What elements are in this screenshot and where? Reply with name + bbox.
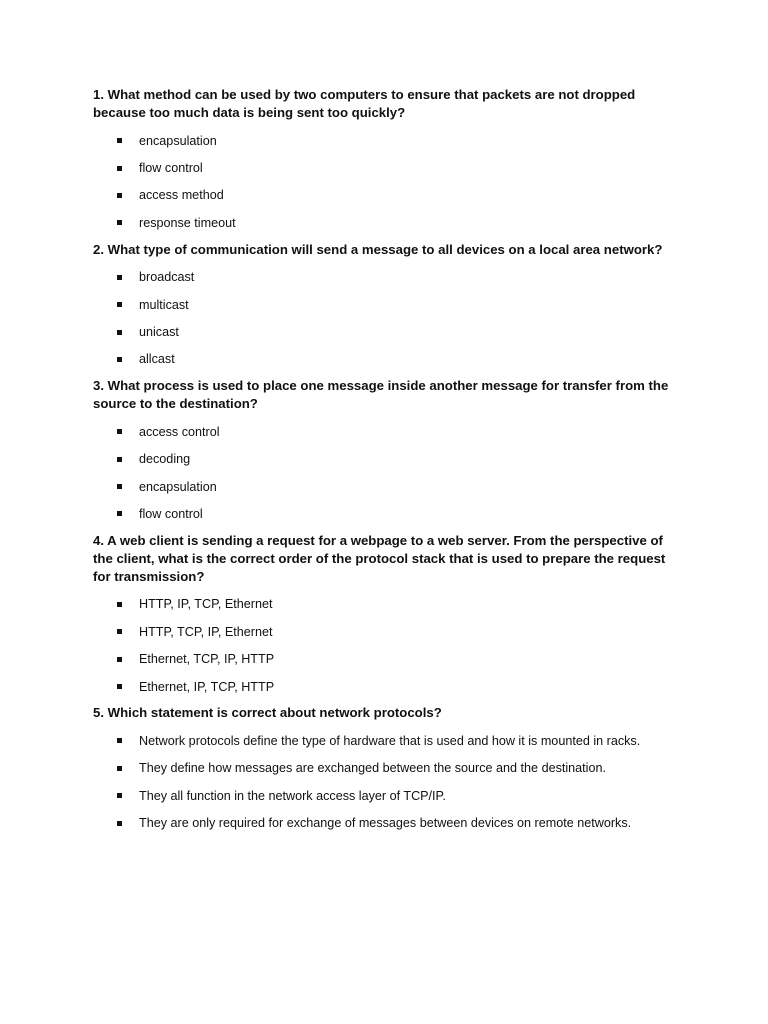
answer-option-text: decoding xyxy=(139,452,191,467)
answer-option xyxy=(93,154,683,181)
answer-options xyxy=(93,591,683,701)
square-bullet-icon xyxy=(117,429,122,434)
square-bullet-icon xyxy=(117,821,122,826)
answer-option-text: They define how messages are exchanged between the source and the destination. xyxy=(139,761,606,776)
answer-option xyxy=(93,782,683,809)
square-bullet-icon xyxy=(117,629,122,634)
square-bullet-icon xyxy=(117,138,122,143)
square-bullet-icon xyxy=(117,357,122,362)
question-block xyxy=(93,532,683,701)
answer-option-text: multicast xyxy=(139,297,189,312)
answer-options xyxy=(93,418,683,528)
question-block xyxy=(93,241,683,374)
answer-option xyxy=(93,645,683,672)
document-body xyxy=(93,86,683,841)
question-block xyxy=(93,704,683,837)
square-bullet-icon xyxy=(117,330,122,335)
answer-option-text: They all function in the network access layer of TCP/IP. xyxy=(139,788,446,803)
answer-option xyxy=(93,127,683,154)
answer-option xyxy=(93,418,683,445)
answer-option-text: allcast xyxy=(139,352,175,367)
answer-option-text: Ethernet, TCP, IP, HTTP xyxy=(139,652,275,667)
question-text: 3. What process is used to place one message inside another message for transfer from the source to the destination? xyxy=(93,378,669,412)
square-bullet-icon xyxy=(117,793,122,798)
answer-option-text: flow control xyxy=(139,161,203,176)
answer-option-text: Network protocols define the type of hardware that is used and how it is mounted in racks. xyxy=(139,733,641,748)
answer-option xyxy=(93,209,683,236)
answer-option xyxy=(93,727,683,754)
answer-option xyxy=(93,500,683,527)
question-text: 2. What type of communication will send a message to all devices on a local area network? xyxy=(93,241,663,257)
square-bullet-icon xyxy=(117,766,122,771)
square-bullet-icon xyxy=(117,484,122,489)
square-bullet-icon xyxy=(117,193,122,198)
square-bullet-icon xyxy=(117,511,122,516)
answer-option xyxy=(93,755,683,782)
answer-option xyxy=(93,346,683,373)
answer-option-text: HTTP, IP, TCP, Ethernet xyxy=(139,597,273,612)
square-bullet-icon xyxy=(117,657,122,662)
answer-option xyxy=(93,264,683,291)
answer-option-text: They are only required for exchange of messages between devices on remote networks. xyxy=(139,816,632,831)
answer-option xyxy=(93,291,683,318)
answer-option xyxy=(93,182,683,209)
question-block xyxy=(93,86,683,237)
square-bullet-icon xyxy=(117,738,122,743)
answer-options xyxy=(93,727,683,837)
answer-option-text: access method xyxy=(139,188,224,203)
square-bullet-icon xyxy=(117,457,122,462)
answer-option-text: broadcast xyxy=(139,270,195,285)
answer-option xyxy=(93,673,683,700)
answer-option xyxy=(93,446,683,473)
question-block xyxy=(93,377,683,528)
answer-option-text: response timeout xyxy=(139,215,236,230)
question-text: 4. A web client is sending a request for a webpage to a web server. From the perspective of the client, what is the correct order of the protocol stack that is used to prepare the request for transmission? xyxy=(93,532,666,584)
answer-option xyxy=(93,318,683,345)
answer-options xyxy=(93,127,683,237)
answer-option-text: encapsulation xyxy=(139,479,217,494)
answer-option xyxy=(93,591,683,618)
answer-option-text: unicast xyxy=(139,325,179,340)
answer-option-text: flow control xyxy=(139,506,203,521)
answer-option-text: encapsulation xyxy=(139,133,217,148)
square-bullet-icon xyxy=(117,602,122,607)
answer-option xyxy=(93,809,683,836)
square-bullet-icon xyxy=(117,684,122,689)
answer-options xyxy=(93,264,683,374)
square-bullet-icon xyxy=(117,220,122,225)
question-text: 5. Which statement is correct about network protocols? xyxy=(93,705,442,721)
answer-option xyxy=(93,473,683,500)
answer-option-text: Ethernet, IP, TCP, HTTP xyxy=(139,679,275,694)
answer-option-text: HTTP, TCP, IP, Ethernet xyxy=(139,624,273,639)
square-bullet-icon xyxy=(117,302,122,307)
square-bullet-icon xyxy=(117,275,122,280)
answer-option-text: access control xyxy=(139,424,220,439)
question-text: 1. What method can be used by two computers to ensure that packets are not dropped because too much data is being sent too quickly? xyxy=(93,87,636,120)
square-bullet-icon xyxy=(117,166,122,171)
answer-option xyxy=(93,618,683,645)
